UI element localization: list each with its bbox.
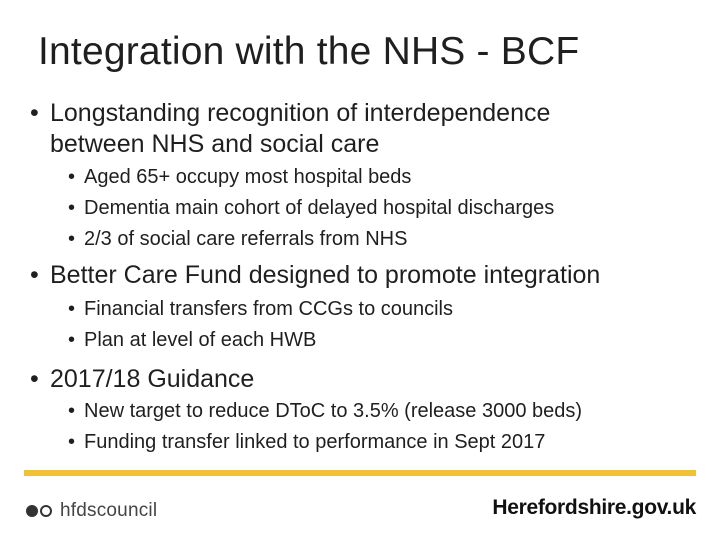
sub-bullet xyxy=(68,398,582,424)
sub-bullet xyxy=(68,226,407,252)
herefordshire-logo: Herefordshire.gov.uk xyxy=(492,496,696,519)
bullet-marker: • xyxy=(68,228,76,250)
sub-bullet xyxy=(68,195,554,221)
bullet-marker: • xyxy=(68,197,76,219)
bullet-marker: • xyxy=(30,365,39,393)
sub-bullet-text: Dementia main cohort of delayed hospital discharges xyxy=(84,197,555,219)
bullet-2-text: Better Care Fund designed to promote integration xyxy=(50,261,601,289)
sub-bullet-text: New target to reduce DToC to 3.5% (release 3000 beds) xyxy=(84,400,583,422)
sub-bullet-text: Aged 65+ occupy most hospital beds xyxy=(84,166,412,188)
bullet-marker: • xyxy=(68,431,76,453)
hfdscouncil-mark-icon xyxy=(26,505,54,517)
sub-bullet-text: 2/3 of social care referrals from NHS xyxy=(84,228,408,250)
sub-bullet xyxy=(68,327,316,353)
hfdscouncil-logo xyxy=(26,500,157,522)
bullet-marker: • xyxy=(30,261,39,289)
sub-bullet xyxy=(68,164,411,190)
bullet-1-line1: Longstanding recognition of interdependence xyxy=(50,99,551,127)
sub-bullet-text: Financial transfers from CCGs to councils xyxy=(84,298,454,320)
bullet-3-text: 2017/18 Guidance xyxy=(50,365,255,393)
sub-bullet-text: Funding transfer linked to performance in Sept 2017 xyxy=(84,431,546,453)
bullet-marker: • xyxy=(68,298,76,320)
sub-bullet xyxy=(68,296,453,322)
bullet-marker: • xyxy=(30,99,39,127)
footer-accent-rule xyxy=(24,470,696,476)
bullet-1-line2: between NHS and social care xyxy=(50,130,380,158)
bullet-2 xyxy=(30,260,600,291)
sub-bullet xyxy=(68,429,545,455)
hfdscouncil-logo-text: hfdscouncil xyxy=(60,500,158,521)
bullet-marker: • xyxy=(68,166,76,188)
bullet-3 xyxy=(30,364,254,395)
sub-bullet-text: Plan at level of each HWB xyxy=(84,329,317,351)
slide-title: Integration with the NHS - BCF xyxy=(38,30,580,73)
bullet-1 xyxy=(30,98,550,129)
bullet-marker: • xyxy=(68,400,76,422)
bullet-marker: • xyxy=(68,329,76,351)
